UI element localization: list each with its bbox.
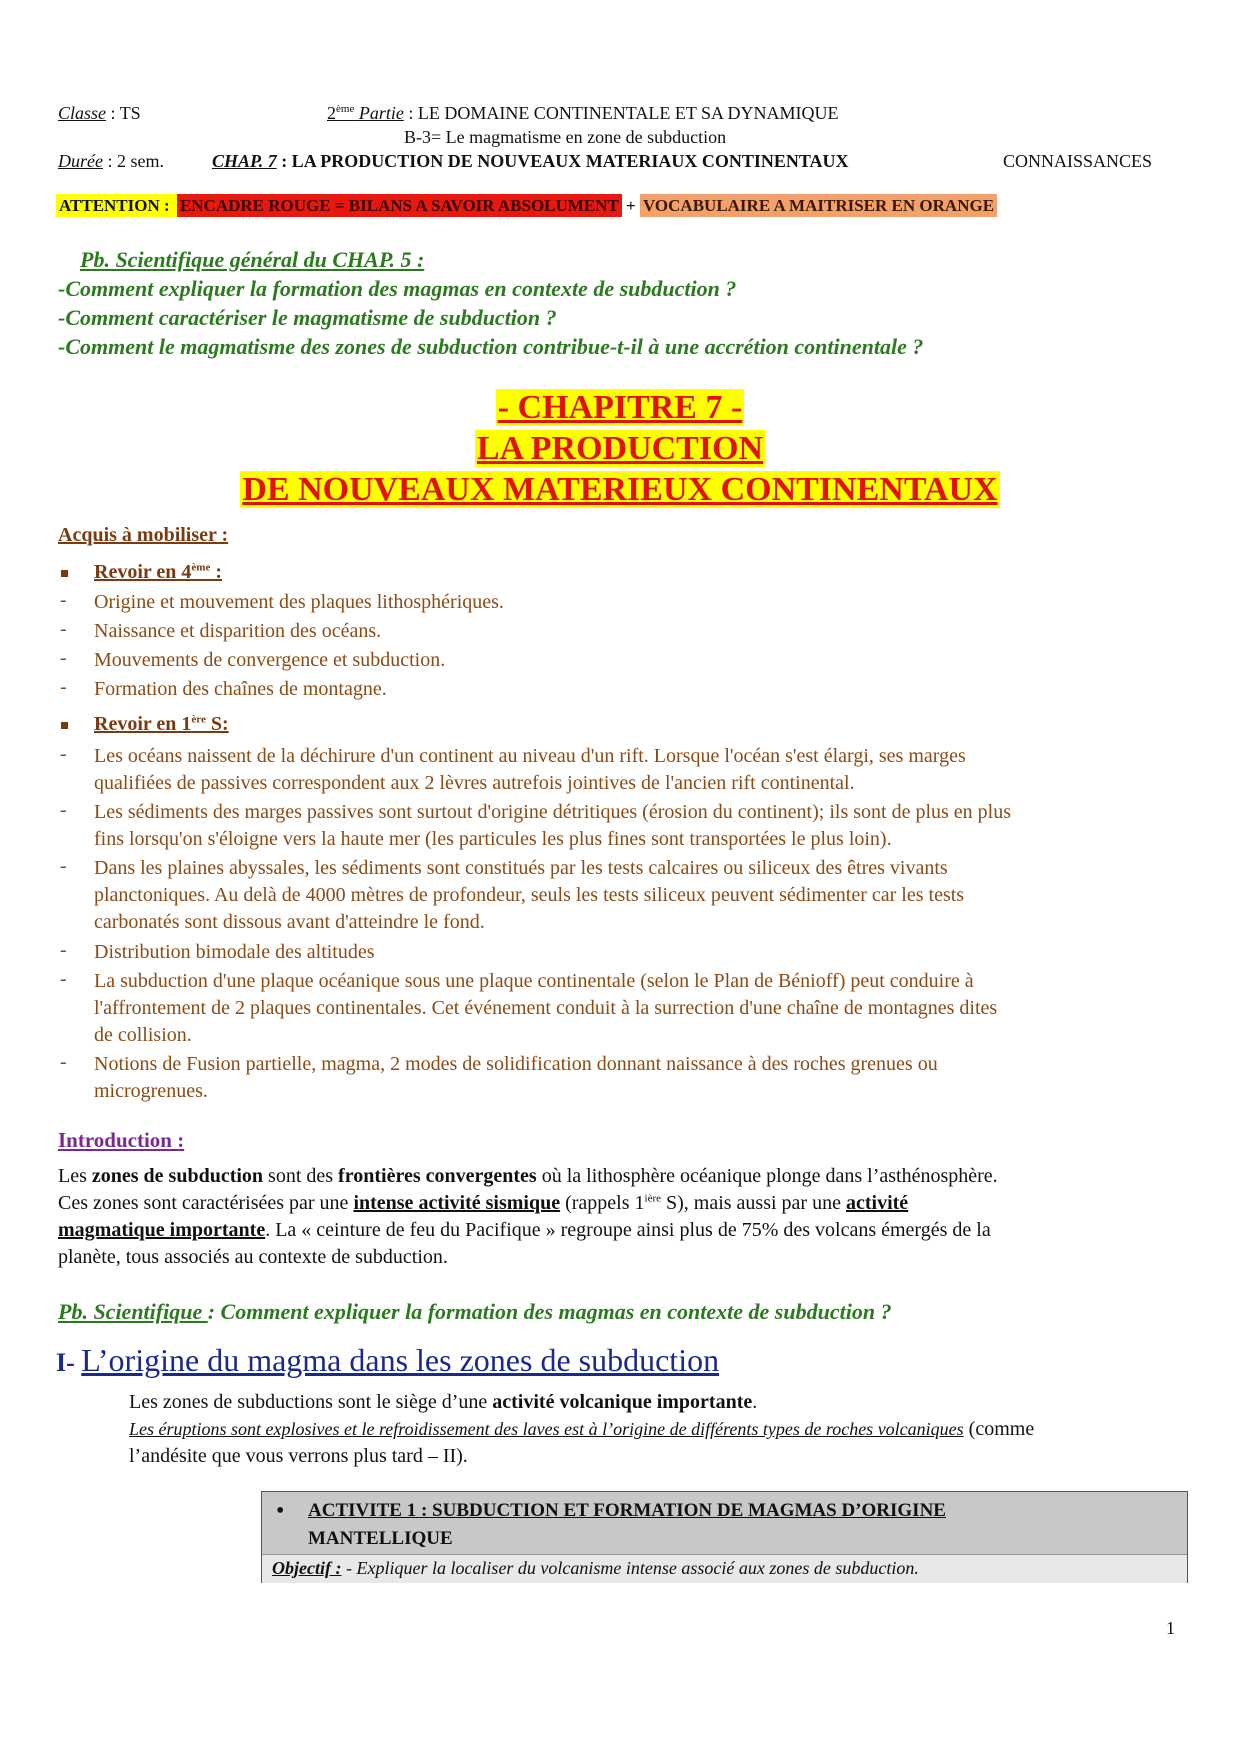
- revoir-1-item: Notions de Fusion partielle, magma, 2 modes de solidification donnant naissance à des roches grenues ou microgrenues.: [94, 1053, 938, 1102]
- revoir-1-item: Les sédiments des marges passives sont surtout d'origine détritiques (érosion du continent); ils sont de plus en plus fins lorsqu'on s'éloigne vers la haute mer (les particules les plus fines sont transportées le plus loin).: [94, 801, 1012, 850]
- bullet-icon: •: [276, 1498, 285, 1524]
- objectif-label: Objectif :: [272, 1558, 342, 1578]
- revoir-1-item: Dans les plaines abyssales, les sédiments sont constitués par les tests calcaires ou siliceux des êtres vivants planctoniques. Au delà de 4000 mètres de profondeur, seuls les tests siliceux peuvent sédimenter car les tests carbonatés sont dissous avant d'atteindre le fond.: [94, 857, 965, 933]
- chapter-title-line-3: DE NOUVEAUX MATERIEUX CONTINENTAUX: [242, 471, 998, 508]
- revoir-4-heading: Revoir en 4ème :: [94, 561, 223, 583]
- header-classe: [58, 103, 141, 124]
- revoir-1-item: Les océans naissent de la déchirure d'un continent au niveau d'un rift. Lorsque l'océan s'est élargi, ses marges qualifiées de passives correspondent aux 2 lèvres autrefois jointives de l'ancien rift continental.: [94, 745, 966, 794]
- square-bullet-icon: [61, 570, 68, 577]
- revoir-4-item: Mouvements de convergence et subduction.: [94, 649, 446, 671]
- classe-label: Classe: [58, 103, 107, 123]
- header-partie: [327, 103, 839, 124]
- activity-1-title-line-2: MANTELLIQUE: [308, 1528, 453, 1549]
- partie-num: 2ème Partie: [327, 103, 404, 123]
- duree-value: : 2 sem.: [102, 151, 164, 171]
- revoir-4-item: Origine et mouvement des plaques lithosphériques.: [94, 591, 504, 613]
- partie-title: : LE DOMAINE CONTINENTALE ET SA DYNAMIQUE: [403, 103, 839, 123]
- classe-value: : TS: [106, 103, 141, 123]
- revoir-1-item: La subduction d'une plaque océanique sous une plaque continentale (selon le Plan de Bénioff) peut conduire à l'affrontement de 2 plaques continentales. Cet événement conduit à la surrection d'une chaîne de montagnes dites de collision.: [94, 970, 998, 1046]
- activity-1-box: [261, 1491, 1188, 1583]
- attention-banner: [56, 196, 997, 216]
- section-1-line-1: Les zones de subductions sont le siège d’une activité volcanique importante.: [129, 1391, 758, 1413]
- activity-1-objectif: [262, 1554, 1187, 1583]
- activity-1-title-line-1: ACTIVITE 1 : SUBDUCTION ET FORMATION DE MAGMAS D’ORIGINE: [308, 1500, 946, 1521]
- attention-red: ENCADRE ROUGE = BILANS A SAVOIR ABSOLUMENT: [177, 194, 622, 217]
- revoir-1-item: Distribution bimodale des altitudes: [94, 941, 375, 963]
- section-1-line-3: l’andésite que vous verrons plus tard – II).: [129, 1445, 468, 1467]
- header-duree: [58, 151, 164, 172]
- attention-label: ATTENTION :: [56, 194, 177, 217]
- revoir-4-item: Naissance et disparition des océans.: [94, 620, 382, 642]
- page-number: 1: [1166, 1618, 1175, 1638]
- header-subtitle: B-3= Le magmatisme en zone de subduction: [404, 127, 727, 147]
- pb-scientifique: Pb. Scientifique : Comment expliquer la formation des magmas en contexte de subduction ?: [58, 1299, 892, 1324]
- activity-1-header: [262, 1492, 1187, 1554]
- chap-title: : LA PRODUCTION DE NOUVEAUX MATERIAUX CONTINENTAUX: [276, 151, 849, 171]
- pb-general-line-1: -Comment expliquer la formation des magmas en contexte de subduction ?: [58, 276, 737, 301]
- chap-label: CHAP. 7: [212, 151, 277, 171]
- pb-general-line-2: -Comment caractériser le magmatisme de subduction ?: [58, 305, 557, 330]
- revoir-1-heading: Revoir en 1ère S:: [94, 713, 229, 735]
- objectif-text: - Expliquer la localiser du volcanisme intense associé aux zones de subduction.: [341, 1558, 919, 1578]
- introduction-title: Introduction :: [58, 1128, 185, 1152]
- revoir-4-item: Formation des chaînes de montagne.: [94, 678, 387, 700]
- section-1-title: I- L’origine du magma dans les zones de subduction: [56, 1342, 720, 1378]
- square-bullet-icon: [61, 722, 68, 729]
- section-1-line-2: Les éruptions sont explosives et le refroidissement des laves est à l’origine de différents types de roches volcaniques (comme: [129, 1418, 1035, 1440]
- duree-label: Durée: [58, 151, 103, 171]
- acquis-title: Acquis à mobiliser :: [58, 524, 229, 546]
- header-chap: [212, 151, 849, 172]
- attention-plus: +: [621, 196, 640, 215]
- pb-general-line-3: -Comment le magmatisme des zones de subduction contribue-t-il à une accrétion continentale ?: [58, 334, 924, 359]
- pb-general-title: Pb. Scientifique général du CHAP. 5 :: [80, 247, 425, 272]
- chapter-title-line-1: - CHAPITRE 7 -: [497, 389, 743, 426]
- chapter-title-line-2: LA PRODUCTION: [476, 430, 764, 467]
- introduction-paragraph: Les zones de subduction sont des frontières convergentes où la lithosphère océanique plonge dans l’asthénosphère. Ces zones sont caractérisées par une intense activité sismique (rappels $1^{ière}$ S), mais aussi par une activité magmatique importante. La « ceinture de feu du Pacifique » regroupe ainsi plus de 75% des volcans émergés de la planète, tous associés au contexte de subduction.: [58, 1165, 998, 1268]
- header-connaissances: CONNAISSANCES: [1003, 151, 1153, 171]
- attention-orange: VOCABULAIRE A MAITRISER EN ORANGE: [640, 194, 997, 217]
